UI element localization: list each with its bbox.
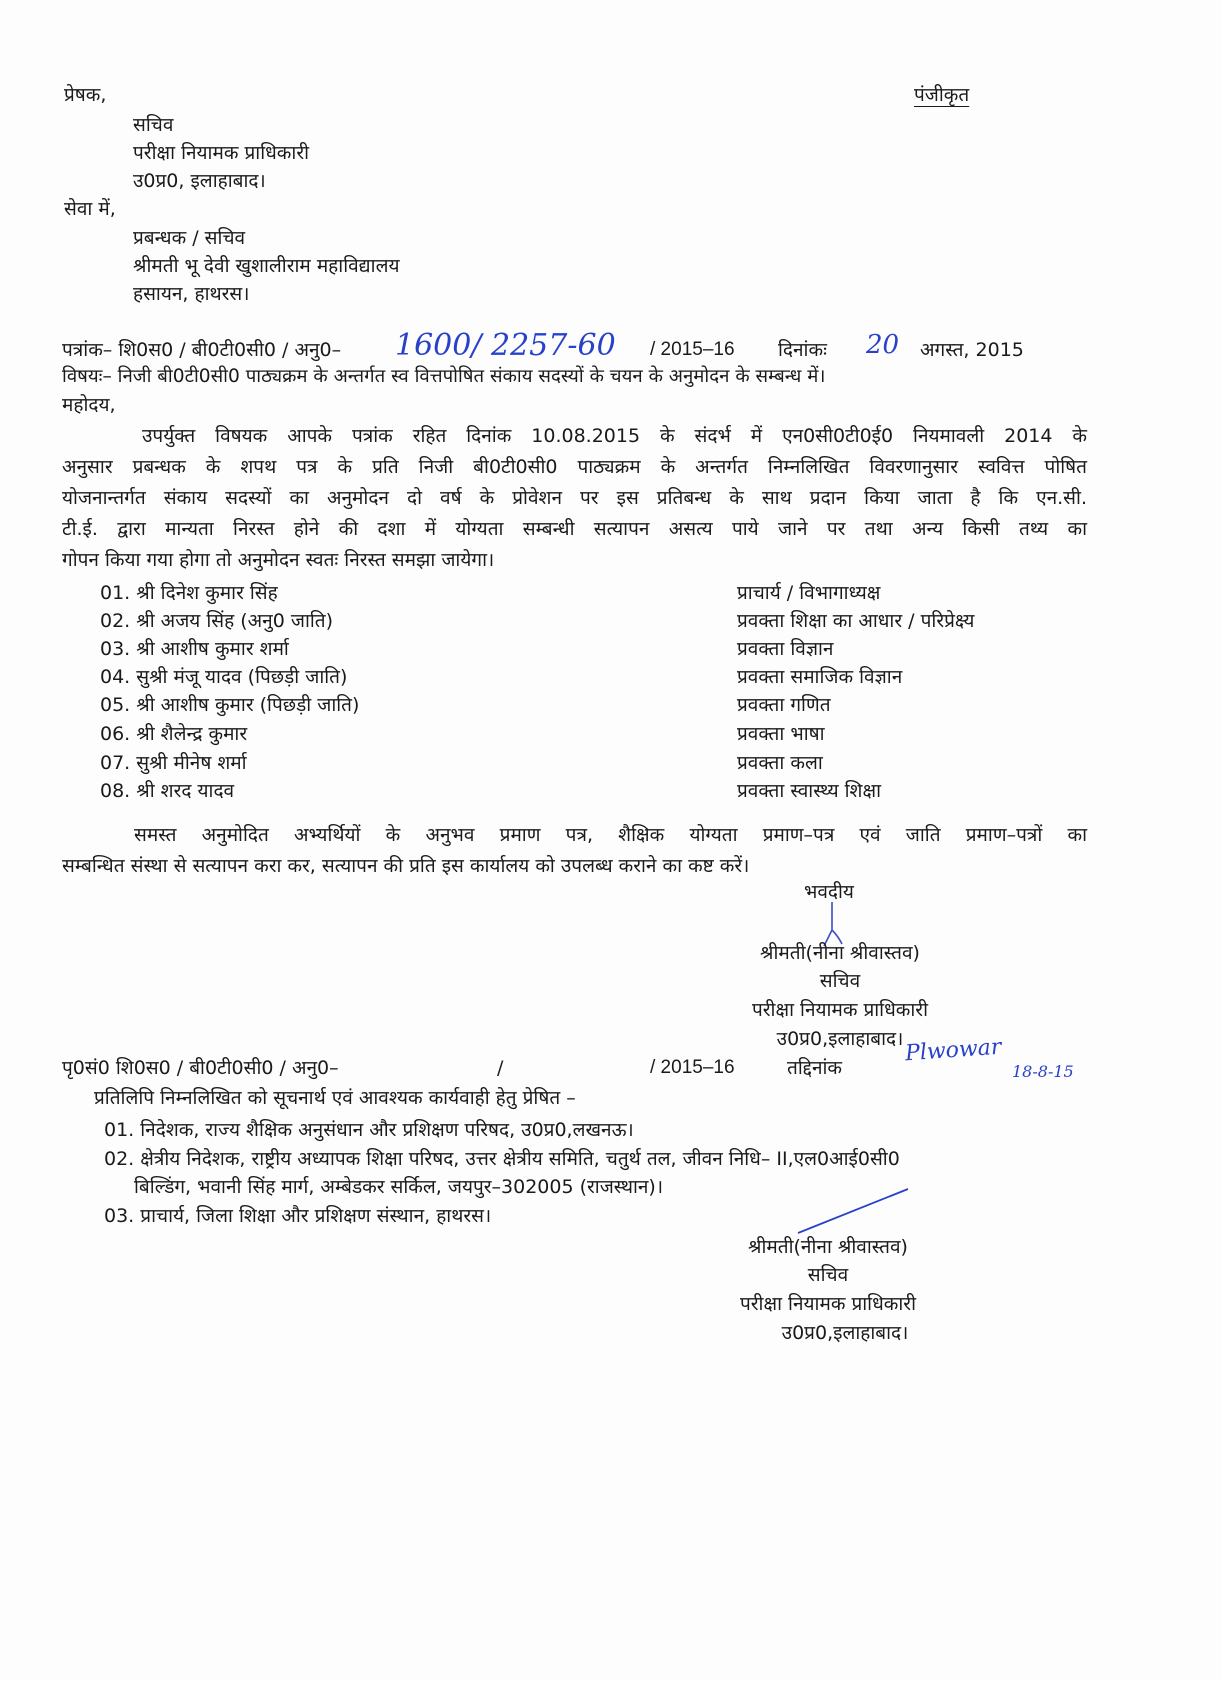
handwritten-date: 18-8-15 (1012, 1062, 1074, 1081)
recipient-line: हसायन, हाथरस। (133, 283, 250, 305)
endorsement-year: / 2015–16 (650, 1057, 735, 1078)
reference-year: / 2015–16 (650, 339, 735, 360)
copy-number: 03. (104, 1205, 135, 1227)
sender-line: परीक्षा नियामक प्राधिकारी (133, 142, 310, 164)
body-line: टी.ई. द्वारा मान्यता निरस्त होने की दशा में योग्यता सम्बन्धी सत्यापन असत्य पाये जाने पर तथा अन्य किसी तथ्य का (62, 518, 1087, 540)
signatory-name: श्रीमती(नीना श्रीवास्तव) (760, 942, 920, 964)
signatory-office: परीक्षा नियामक प्राधिकारी (751, 999, 928, 1021)
faculty-designation: प्रवक्ता शिक्षा का आधार / परिप्रेक्ष्य (737, 610, 975, 632)
faculty-name: श्री आशीष कुमार (पिछड़ी जाति) (136, 694, 360, 716)
date-label: दिनांकः (778, 339, 827, 361)
body-line: योजनान्तर्गत संकाय सदस्यों का अनुमोदन दो वर्ष के प्रोवेशन पर इस प्रतिबन्ध के साथ प्रदान किया जाता है कि एन.सी. (62, 487, 1087, 509)
sender-label: प्रेषक, (64, 84, 107, 106)
reference-handwritten-number: 1600/ 2257-60 (395, 328, 616, 363)
verification-line: सम्बन्धित संस्था से सत्यापन करा कर, सत्यापन की प्रति इस कार्यालय को उपलब्ध कराने का कष्ट करें। (62, 855, 750, 877)
signatory-place-2: उ0प्र0,इलाहाबाद। (781, 1322, 909, 1344)
faculty-row (100, 719, 1080, 749)
copy-text: क्षेत्रीय निदेशक, राष्ट्रीय अध्यापक शिक्षा परिषद, उत्तर क्षेत्रीय समिति, चतुर्थ तल, जीवन निधि– II,एल0आई0सी0 (140, 1148, 900, 1170)
faculty-designation: प्रवक्ता विज्ञान (737, 638, 834, 660)
signatory-title-2: सचिव (807, 1264, 849, 1286)
faculty-name: श्री शरद यादव (136, 780, 235, 802)
faculty-name: श्री आशीष कुमार शर्मा (136, 638, 289, 660)
faculty-number: 08. (100, 780, 131, 802)
copy-text: प्राचार्य, जिला शिक्षा और प्रशिक्षण संस्थान, हाथरस। (140, 1205, 492, 1227)
body-paragraph (62, 421, 1087, 576)
faculty-row (100, 662, 1080, 692)
faculty-number: 05. (100, 694, 131, 716)
endorsement-date-label: तद्दिनांक (787, 1057, 843, 1079)
copy-number: 01. (104, 1119, 135, 1141)
sender-line: उ0प्र0, इलाहाबाद। (133, 170, 266, 192)
copy-item (104, 1146, 900, 1172)
closing: भवदीय (804, 881, 854, 903)
faculty-row (100, 748, 1080, 778)
faculty-name: श्री दिनेश कुमार सिंह (136, 582, 278, 604)
faculty-number: 03. (100, 638, 131, 660)
body-line: उपर्युक्त विषयक आपके पत्रांक रहित दिनांक 10.08.2015 के संदर्भ में एन0सी0टी0ई0 नियमावली 2014 के (142, 425, 1087, 447)
faculty-number: 04. (100, 666, 131, 688)
signatory-office-2: परीक्षा नियामक प्राधिकारी (739, 1293, 916, 1315)
endorsement-slash: / (497, 1057, 504, 1079)
faculty-designation: प्राचार्य / विभागाध्यक्ष (737, 582, 881, 604)
registered-label: पंजीकृत (914, 84, 970, 106)
faculty-designation: प्रवक्ता भाषा (737, 723, 825, 745)
faculty-number: 02. (100, 610, 131, 632)
copy-text-continued: बिल्डिंग, भवानी सिंह मार्ग, अम्बेडकर सर्किल, जयपुर–302005 (राजस्थान)। (134, 1176, 664, 1198)
faculty-name: सुश्री मीनेष शर्मा (136, 752, 247, 774)
faculty-row (100, 606, 1080, 636)
verification-line: समस्त अनुमोदित अभ्यर्थियों के अनुभव प्रमाण पत्र, शैक्षिक योग्यता प्रमाण–पत्र एवं जाति प्रमाण–पत्रों का (134, 824, 1087, 846)
faculty-row (100, 690, 1080, 720)
salutation: महोदय, (62, 394, 116, 416)
copy-text: निदेशक, राज्य शैक्षिक अनुसंधान और प्रशिक्षण परिषद, उ0प्र0,लखनऊ। (140, 1119, 634, 1141)
recipient-label: सेवा में, (64, 198, 116, 220)
body-line: अनुसार प्रबन्धक के शपथ पत्र के प्रति निजी बी0टी0सी0 पाठ्यक्रम के अन्तर्गत निम्नलिखित विवरणानुसार स्ववित्त पोषित (62, 456, 1087, 478)
subject-line: विषयः– निजी बी0टी0सी0 पाठ्यक्रम के अन्तर्गत स्व वित्तपोषित संकाय सदस्यों के चयन के अनुमोदन के सम्बन्ध में। (62, 366, 826, 387)
verification-paragraph (62, 820, 1087, 882)
faculty-number: 06. (100, 723, 131, 745)
copy-item (104, 1117, 634, 1143)
signatory-name-2: श्रीमती(नीना श्रीवास्तव) (748, 1236, 908, 1258)
handwritten-day: 20 (866, 330, 900, 360)
faculty-name: श्री अजय सिंह (अनु0 जाति) (136, 610, 334, 632)
handwritten-initials: Plwowar (904, 1034, 1003, 1067)
signatory-title: सचिव (819, 970, 861, 992)
faculty-designation: प्रवक्ता समाजिक विज्ञान (737, 666, 903, 688)
faculty-designation: प्रवक्ता कला (737, 752, 823, 774)
endorsement-reference: पृ0सं0 शि0स0 / बी0टी0सी0 / अनु0– (62, 1057, 339, 1079)
faculty-name: सुश्री मंजू यादव (पिछड़ी जाति) (136, 666, 348, 688)
faculty-number: 01. (100, 582, 131, 604)
signatory-place: उ0प्र0,इलाहाबाद। (776, 1028, 904, 1050)
faculty-name: श्री शैलेन्द्र कुमार (136, 723, 248, 745)
recipient-line: श्रीमती भू देवी खुशालीराम महाविद्यालय (133, 255, 400, 277)
body-line: गोपन किया गया होगा तो अनुमोदन स्वतः निरस्त समझा जायेगा। (62, 549, 495, 571)
copy-number: 02. (104, 1148, 135, 1170)
sender-line: सचिव (133, 114, 174, 136)
faculty-row (100, 578, 1080, 608)
date-rest: अगस्त, 2015 (920, 339, 1024, 361)
faculty-row (100, 634, 1080, 664)
copy-item (104, 1203, 491, 1229)
copy-intro: प्रतिलिपि निम्नलिखित को सूचनार्थ एवं आवश्यक कार्यवाही हेतु प्रेषित – (94, 1087, 576, 1109)
faculty-designation: प्रवक्ता स्वास्थ्य शिक्षा (737, 780, 882, 802)
faculty-number: 07. (100, 752, 131, 774)
faculty-designation: प्रवक्ता गणित (737, 694, 831, 716)
reference-prefix: पत्रांक– शि0स0 / बी0टी0सी0 / अनु0– (62, 339, 342, 361)
faculty-row (100, 776, 1080, 806)
recipient-line: प्रबन्धक / सचिव (133, 227, 246, 249)
